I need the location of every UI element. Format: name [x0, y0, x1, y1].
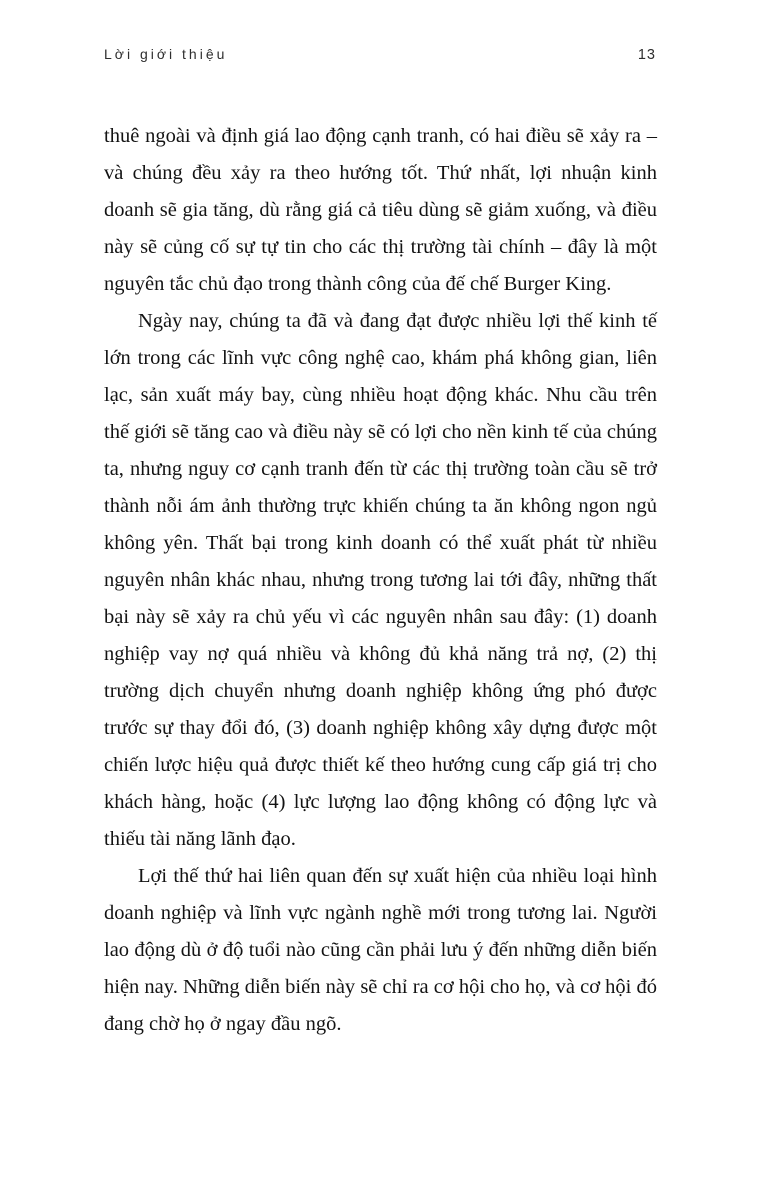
- paragraph-2: Ngày nay, chúng ta đã và đang đạt được nhiều lợi thế kinh tế lớn trong các lĩnh vực công nghệ cao, khám phá không gian, liên lạc, sản xuất máy bay, cùng nhiều hoạt động khác. Nhu cầu trên thế giới sẽ tăng cao và điều này sẽ có lợi cho nền kinh tế của chúng ta, nhưng nguy cơ cạnh tranh đến từ các thị trường toàn cầu sẽ trở thành nỗi ám ảnh thường trực khiến chúng ta ăn không ngon ngủ không yên. Thất bại trong kinh doanh có thể xuất phát từ nhiều nguyên nhân khác nhau, nhưng trong tương lai tới đây, những thất bại này sẽ xảy ra chủ yếu vì các nguyên nhân sau đây: (1) doanh nghiệp vay nợ quá nhiều và không đủ khả năng trả nợ, (2) thị trường dịch chuyển nhưng doanh nghiệp không ứng phó được trước sự thay đổi đó, (3) doanh nghiệp không xây dựng được một chiến lược hiệu quả được thiết kế theo hướng cung cấp giá trị cho khách hàng, hoặc (4) lực lượng lao động không có động lực và thiếu tài năng lãnh đạo.: [104, 310, 657, 850]
- page-body: [104, 118, 657, 1043]
- page-number: 13: [637, 47, 656, 63]
- page-header: [104, 46, 656, 63]
- paragraph-3: Lợi thế thứ hai liên quan đến sự xuất hiện của nhiều loại hình doanh nghiệp và lĩnh vực ngành nghề mới trong tương lai. Người lao động dù ở độ tuổi nào cũng cần phải lưu ý đến những diễn biến hiện nay. Những diễn biến này sẽ chỉ ra cơ hội cho họ, và cơ hội đó đang chờ họ ở ngay đầu ngõ.: [104, 865, 657, 1035]
- running-title: Lời giới thiệu: [104, 46, 228, 62]
- paragraph-1: thuê ngoài và định giá lao động cạnh tranh, có hai điều sẽ xảy ra – và chúng đều xảy ra theo hướng tốt. Thứ nhất, lợi nhuận kinh doanh sẽ gia tăng, dù rằng giá cả tiêu dùng sẽ giảm xuống, và điều này sẽ củng cố sự tự tin cho các thị trường tài chính – đây là một nguyên tắc chủ đạo trong thành công của đế chế Burger King.: [104, 125, 657, 295]
